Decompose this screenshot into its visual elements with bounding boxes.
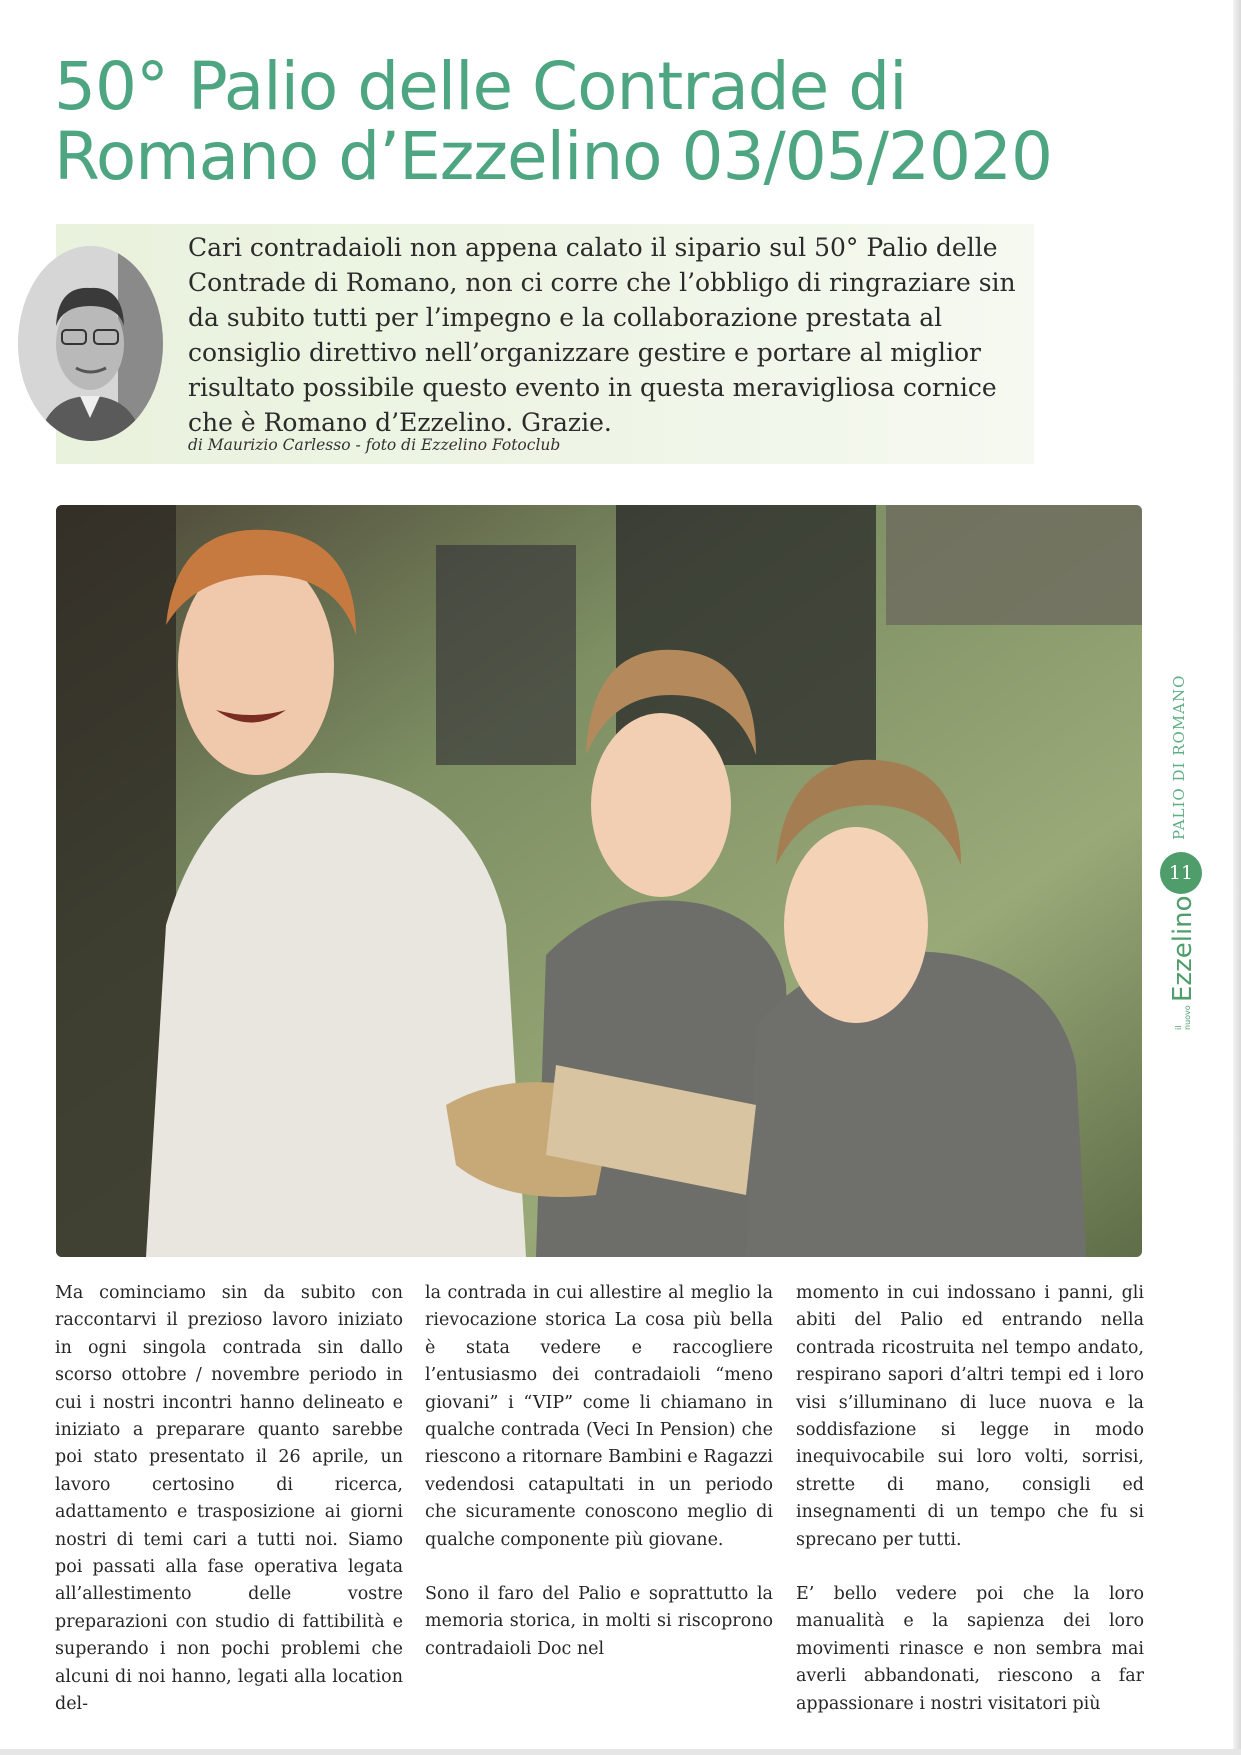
page-bottom-edge xyxy=(0,1749,1241,1755)
column-2-paragraph-2: Sono il faro del Palio e soprattutto la memoria storica, in molti si riscoprono contradaioli Doc nel xyxy=(425,1584,773,1659)
intro-paragraph: Cari contradaioli non appena calato il sipario sul 50° Palio delle Contrade di Romano, non ci corre che l’obbligo di ringraziare sin da subito tutti per l’impegno e la collaborazione prestata al consiglio direttivo nell’organizzare gestire e portare al miglior risultato possibile questo evento in questa meravigliosa cornice che è Romano d’Ezzelino. Grazie. xyxy=(188,233,1016,437)
text-column-2 xyxy=(425,1280,773,1663)
column-3-paragraph-1: momento in cui indossano i panni, gli abiti del Palio ed entrando nella contrada ricostruita nel tempo andato, respirano sapori d’altri tempi ed i loro visi s’illuminano di luce nuova e la soddisfazione si legge in modo inequivocabile sui loro volti, sorrisi, strette di mano, consigli ed insegnamenti di un tempo che fu si sprecano per tutti. xyxy=(796,1283,1144,1550)
column-2-paragraph-1: la contrada in cui allestire al meglio la rievocazione storica La cosa più bella è stata vedere e raccogliere l’entusiasmo dei contradaioli “meno giovani” i “VIP” come li chiamano in qualche contrada (Veci In Pension) che riescono a ritornare Bambini e Ragazzi vedendosi catapultati in un periodo che sicuramente conoscono meglio di qualche componente più giovane. xyxy=(425,1283,773,1550)
section-label: PALIO DI ROMANO xyxy=(1170,674,1188,840)
logo-small-text: il nuovo xyxy=(1174,1005,1192,1030)
text-column-1 xyxy=(55,1280,403,1719)
title-line-2: Romano d’Ezzelino 03/05/2020 xyxy=(54,118,1052,195)
logo-text: Ezzelino xyxy=(1168,895,1198,1003)
text-column-3 xyxy=(796,1280,1144,1718)
article-title xyxy=(54,48,1164,195)
title-line-1: 50° Palio delle Contrade di xyxy=(54,48,907,125)
column-1-paragraph-1: Ma cominciamo sin da subito con raccontarvi il prezioso lavoro iniziato in ogni singola contrada sin dallo scorso ottobre / novembre periodo in cui i nostri incontri hanno delineato e iniziato a preparare quanto sarebbe poi stato presentato il 26 aprile, un lavoro certosino di ricerca, adattamento e trasposizione ai giorni nostri di temi cari a tutti noi. Siamo poi passati alla fase operativa legata all’allestimento delle vostre preparazioni con studio di fattibilità e superando i non pochi problemi che alcuni di noi hanno, legati alla location del- xyxy=(55,1283,403,1715)
article-photo xyxy=(56,505,1142,1257)
page-edge-shadow xyxy=(1233,0,1241,1755)
column-3-paragraph-2: E’ bello vedere poi che la loro manualità e la sapienza dei loro movimenti rinasce e non sembra mai averli abbandonati, riescono a far appassionare i nostri visitatori più xyxy=(796,1584,1144,1714)
page-number: 11 xyxy=(1160,852,1202,894)
byline: di Maurizio Carlesso - foto di Ezzelino Fotoclub xyxy=(188,436,561,454)
author-portrait xyxy=(18,246,163,441)
magazine-logo xyxy=(1168,895,1198,1030)
